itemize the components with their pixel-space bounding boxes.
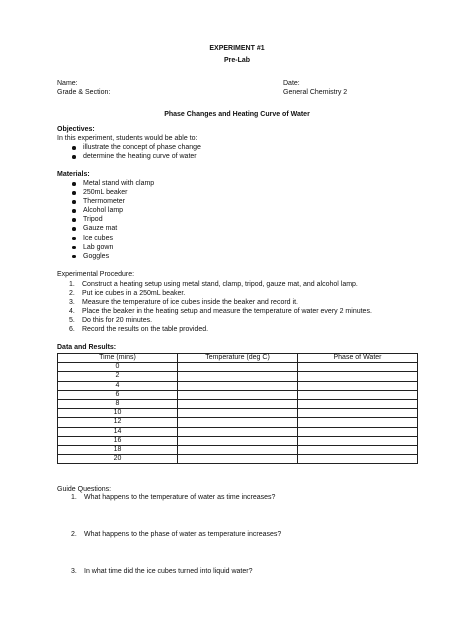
- bullet-icon: [72, 146, 76, 150]
- table-row: [58, 399, 418, 408]
- temperature-cell[interactable]: [178, 390, 298, 399]
- time-cell: 4: [58, 381, 178, 390]
- objectives-intro: In this experiment, students would be able to:: [57, 135, 198, 142]
- phase-cell[interactable]: [298, 427, 418, 436]
- name-label: Name:: [57, 80, 78, 87]
- list-item: Gauze mat: [57, 224, 154, 233]
- time-cell: 10: [58, 409, 178, 418]
- bullet-icon: [72, 209, 76, 213]
- guide-heading: Guide Questions:: [57, 486, 112, 493]
- course-name: General Chemistry 2: [283, 89, 348, 96]
- list-item: 4. Place the beaker in the heating setup and measure the temperature of water every 2 minutes.: [69, 308, 372, 316]
- table-row: [58, 372, 418, 381]
- document-page: EXPERIMENT #1 Pre-Lab Name: Date: Grade & Section: General Chemistry 2 Phase Changes and Heating Curve of Water Objectives: In this experiment, students would be able to: illustrate the concept of phase change determine the heating curve of water Materials: Metal stand with clamp 250mL beaker Thermometer Alcohol lamp Tripod Gauze mat Ice cubes Lab gown Goggles Experimental Procedure: 1. Construct a heating setup using metal stand, clamp, tripod, gauze mat, and alcohol lamp. 2. Put ice cubes in a 250mL beaker. 3. Measure the temperature of ice cubes inside the beaker and record it. 4. Place the beaker in the heating setup and measure the temperature of water every 2 minutes. 5. Do this for 20 minutes. 6. Record the results on the table provided. Data and Results: Time (mins) Temperature (deg C) Phase of Water 0 2 4 6 8 10 12 14 16 18 20 Guide Questions: 1. What happens to the temperature of water as time increases? 2. What happens to the phase of water as temperature increases? 3. In what time did the ice cubes turned into liquid water?: [0, 0, 474, 632]
- list-item: determine the heating curve of water: [57, 152, 201, 161]
- temperature-cell[interactable]: [178, 372, 298, 381]
- phase-cell[interactable]: [298, 409, 418, 418]
- temperature-cell[interactable]: [178, 399, 298, 408]
- list-item: Goggles: [57, 252, 154, 261]
- column-header-time: Time (mins): [58, 354, 178, 363]
- list-item: Tripod: [57, 215, 154, 224]
- bullet-icon: [72, 227, 76, 231]
- time-cell: 12: [58, 418, 178, 427]
- bullet-icon: [72, 155, 76, 159]
- list-item: 1. Construct a heating setup using metal stand, clamp, tripod, gauze mat, and alcohol lamp.: [69, 281, 358, 288]
- list-item: 6. Record the results on the table provided.: [69, 326, 209, 334]
- bullet-icon: [72, 237, 76, 241]
- temperature-cell[interactable]: [178, 427, 298, 436]
- phase-cell[interactable]: [298, 390, 418, 399]
- phase-cell[interactable]: [298, 418, 418, 427]
- paper-title: Phase Changes and Heating Curve of Water: [164, 111, 310, 118]
- procedure-list: [57, 280, 457, 335]
- temperature-cell[interactable]: [178, 418, 298, 427]
- list-item: Lab gown: [57, 243, 154, 252]
- list-item: 5. Do this for 20 minutes.: [69, 317, 153, 325]
- objectives-list: [57, 143, 201, 161]
- table-row: [58, 455, 418, 464]
- table-row: [58, 445, 418, 454]
- experiment-title: EXPERIMENT #1: [209, 45, 265, 52]
- table-row: [58, 390, 418, 399]
- list-item: Thermometer: [57, 197, 154, 206]
- time-cell: 2: [58, 372, 178, 381]
- date-label: Date:: [283, 80, 300, 87]
- materials-heading: Materials:: [57, 171, 90, 178]
- phase-cell[interactable]: [298, 445, 418, 454]
- objectives-heading: Objectives:: [57, 126, 95, 133]
- temperature-cell[interactable]: [178, 363, 298, 372]
- table-row: [58, 409, 418, 418]
- column-header-temperature: Temperature (deg C): [178, 354, 298, 363]
- phase-cell[interactable]: [298, 455, 418, 464]
- table-row: [58, 436, 418, 445]
- list-item: Ice cubes: [57, 234, 154, 243]
- results-table: [57, 353, 418, 464]
- temperature-cell[interactable]: [178, 409, 298, 418]
- experiment-subtitle: Pre-Lab: [223, 57, 251, 64]
- phase-cell[interactable]: [298, 381, 418, 390]
- bullet-icon: [72, 200, 76, 204]
- bullet-icon: [72, 191, 76, 195]
- temperature-cell[interactable]: [178, 455, 298, 464]
- bullet-icon: [72, 182, 76, 186]
- time-cell: 20: [58, 455, 178, 464]
- table-header-row: [58, 354, 418, 363]
- time-cell: 14: [58, 427, 178, 436]
- list-item: Alcohol lamp: [57, 206, 154, 215]
- list-item: 2. Put ice cubes in a 250mL beaker.: [69, 290, 186, 298]
- time-cell: 18: [58, 445, 178, 454]
- time-cell: 16: [58, 436, 178, 445]
- temperature-cell[interactable]: [178, 436, 298, 445]
- list-item: 3. Measure the temperature of ice cubes inside the beaker and record it.: [69, 299, 298, 307]
- bullet-icon: [72, 218, 76, 222]
- results-heading: Data and Results:: [57, 344, 117, 351]
- bullet-icon: [72, 246, 76, 250]
- list-item: illustrate the concept of phase change: [57, 143, 201, 152]
- table-row: [58, 363, 418, 372]
- phase-cell[interactable]: [298, 399, 418, 408]
- grade-section-label: Grade & Section:: [57, 89, 111, 96]
- list-item: Metal stand with clamp: [57, 179, 154, 188]
- column-header-phase: Phase of Water: [298, 354, 418, 363]
- table-row: [58, 381, 418, 390]
- time-cell: 0: [58, 363, 178, 372]
- table-row: [58, 418, 418, 427]
- bullet-icon: [72, 255, 76, 259]
- phase-cell[interactable]: [298, 363, 418, 372]
- list-item: 250mL beaker: [57, 188, 154, 197]
- temperature-cell[interactable]: [178, 445, 298, 454]
- table-row: [58, 427, 418, 436]
- procedure-heading: Experimental Procedure:: [57, 271, 135, 278]
- phase-cell[interactable]: [298, 372, 418, 381]
- materials-list: [57, 179, 154, 261]
- time-cell: 6: [58, 390, 178, 399]
- temperature-cell[interactable]: [178, 381, 298, 390]
- time-cell: 8: [58, 399, 178, 408]
- phase-cell[interactable]: [298, 436, 418, 445]
